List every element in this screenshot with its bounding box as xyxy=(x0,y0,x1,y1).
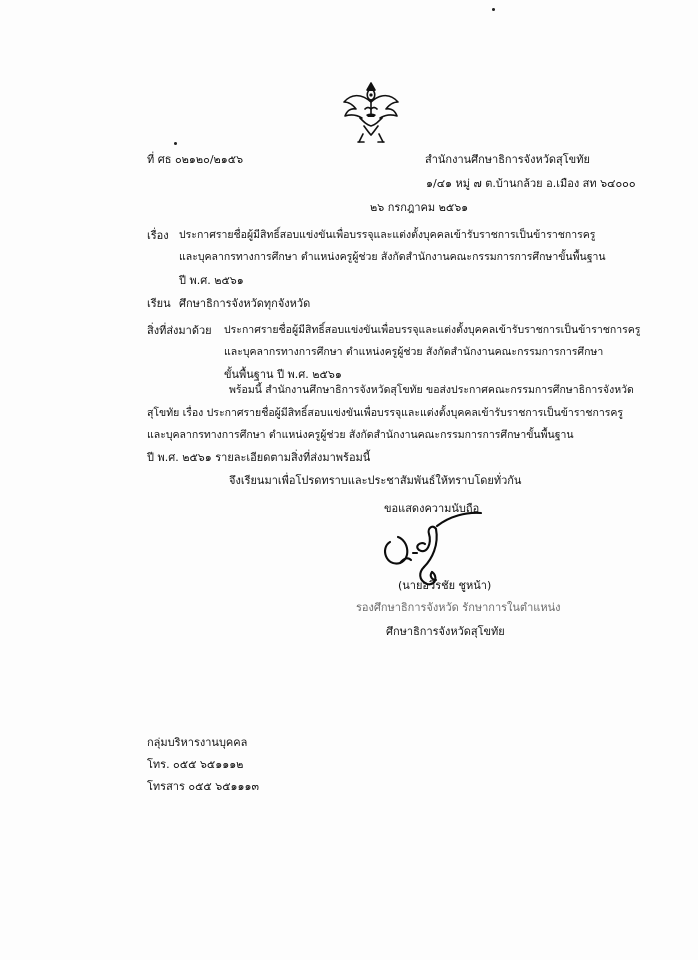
subject-line-1: ประกาศรายชื่อผู้มีสิทธิ์สอบแข่งขันเพื่อบรรจุและแต่งตั้งบุคคลเข้ารับราชการเป็นข้าราชการครู xyxy=(179,229,596,241)
signer-title-2: ศึกษาธิการจังหวัดสุโขทัย xyxy=(386,625,505,638)
recipient-label: เรียน xyxy=(147,297,171,310)
closing-request: จึงเรียนมาเพื่อโปรดทราบและประชาสัมพันธ์ให้ทราบโดยทั่วกัน xyxy=(229,474,522,487)
recipient-text: ศึกษาธิการจังหวัดทุกจังหวัด xyxy=(179,297,311,310)
subject-line-3: ปี พ.ศ. ๒๕๖๑ xyxy=(179,274,244,287)
body-line-4: ปี พ.ศ. ๒๕๖๑ รายละเอียดตามสิ่งที่ส่งมาพร้อมนี้ xyxy=(147,451,371,464)
body-line-1: พร้อมนี้ สำนักงานศึกษาธิการจังหวัดสุโขทัย ขอส่งประกาศคณะกรรมการศึกษาธิการจังหวัด xyxy=(229,384,634,396)
enclosure-line-2: และบุคลากรทางการศึกษา ตำแหน่งครูผู้ช่วย สังกัดสำนักงานคณะกรรมการการศึกษา xyxy=(224,346,604,358)
signer-title-1: รองศึกษาธิการจังหวัด รักษาการในตำแหน่ง xyxy=(356,601,561,614)
scan-dot xyxy=(492,8,495,11)
scan-dot xyxy=(174,142,177,145)
document-reference: ที่ ศธ ๐๒๑๒๐/๒๑๕๖ xyxy=(147,153,244,166)
body-line-2: สุโขทัย เรื่อง ประกาศรายชื่อผู้มีสิทธิ์สอบแข่งขันเพื่อบรรจุและแต่งตั้งบุคคลเข้ารับราชการเป็นข้าราชการครู xyxy=(147,407,624,419)
enclosure-line-3: ขั้นพื้นฐาน ปี พ.ศ. ๒๕๖๑ xyxy=(224,368,342,381)
body-line-3: และบุคลากรทางการศึกษา ตำแหน่งครูผู้ช่วย สังกัดสำนักงานคณะกรรมการการศึกษาขั้นพื้นฐาน xyxy=(147,429,574,441)
signer-name: (นายอวิรชัย ชูหน้า) xyxy=(398,579,492,592)
office-address: ๑/๔๑ หมู่ ๗ ต.บ้านกล้วย อ.เมือง สท ๖๔๐๐๐ xyxy=(426,177,636,190)
phone-number: โทร. ๐๕๕ ๖๕๑๑๑๒ xyxy=(147,758,244,771)
subject-line-2: และบุคลากรทางการศึกษา ตำแหน่งครูผู้ช่วย สังกัดสำนักงานคณะกรรมการการศึกษาขั้นพื้นฐาน xyxy=(179,251,606,263)
subject-label: เรื่อง xyxy=(147,229,169,242)
closing: ขอแสดงความนับถือ xyxy=(384,502,480,515)
fax-number: โทรสาร ๐๕๕ ๖๕๑๑๑๓ xyxy=(147,780,259,793)
document-date: ๒๖ กรกฎาคม ๒๕๖๑ xyxy=(370,201,469,214)
department: กลุ่มบริหารงานบุคคล xyxy=(147,736,248,749)
enclosure-line-1: ประกาศรายชื่อผู้มีสิทธิ์สอบแข่งขันเพื่อบรรจุและแต่งตั้งบุคคลเข้ารับราชการเป็นข้าราชการครู xyxy=(224,324,641,336)
garuda-emblem-icon xyxy=(336,78,406,148)
office-name: สำนักงานศึกษาธิการจังหวัดสุโขทัย xyxy=(425,153,590,166)
enclosure-label: สิ่งที่ส่งมาด้วย xyxy=(147,324,212,337)
